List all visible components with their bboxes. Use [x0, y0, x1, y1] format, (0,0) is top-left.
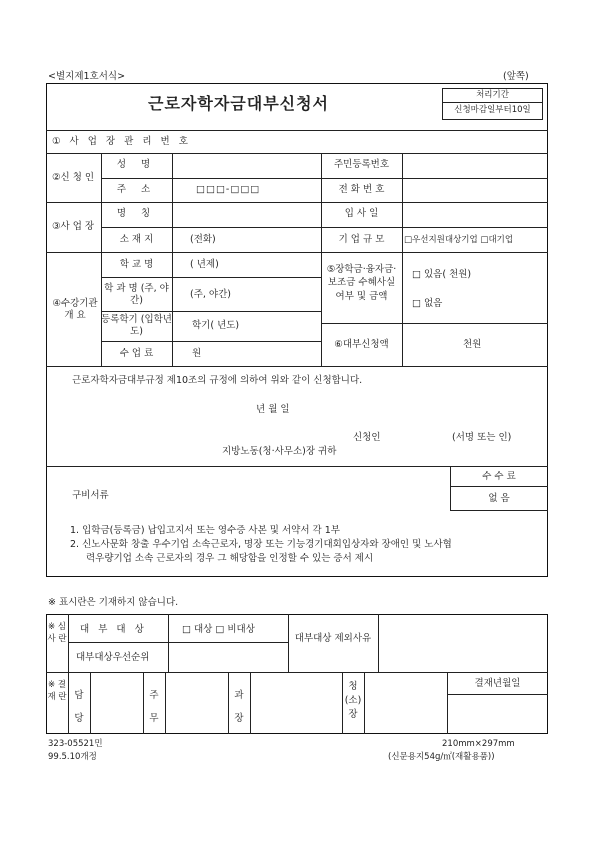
- company-size-options: □우선지원대상기업 □대기업: [404, 235, 514, 245]
- exclusion-reason-label: 대부대상 제외사유: [294, 633, 372, 644]
- signature-hint: (서명 또는 인): [452, 432, 512, 443]
- form-code: <별지제1호서식>: [48, 71, 126, 82]
- processing-period-label: 처리기간: [476, 90, 509, 100]
- applicant-section-label: ②신 청 인: [52, 172, 95, 183]
- fee-label: 수 수 료: [482, 471, 516, 482]
- resident-number-label: 주민등록번호: [333, 159, 390, 170]
- loan-target-label: 대 부 대 상: [80, 624, 147, 635]
- page-side-label: (앞쪽): [503, 71, 529, 82]
- approval-manager-label: 과 장: [234, 690, 244, 724]
- semester-label: 등록학기 (입학년도): [101, 314, 172, 338]
- approval-staff-label: 담 당: [74, 690, 84, 724]
- company-size-label: 기 업 규 모: [338, 234, 385, 245]
- fee-value: 없 음: [488, 493, 510, 504]
- form-number: 323-05521민: [48, 739, 103, 749]
- postal-code-boxes: □□□-□□□: [196, 184, 261, 195]
- day-night-hint: (주, 야간): [190, 289, 231, 300]
- school-name-label: 학 교 명: [119, 259, 154, 270]
- loan-amount-label: ⑥대부신청액: [334, 339, 389, 350]
- approval-chief-label: 주 무: [149, 690, 159, 724]
- approval-head-label: 청 (소) 장: [344, 681, 362, 720]
- name-label: 성 명: [116, 159, 157, 170]
- workplace-section-label: ③사 업 장: [52, 221, 95, 232]
- business-number-label: ① 사 업 장 관 리 번 호: [52, 136, 191, 147]
- document-item-2: 2. 신노사문화 창출 우수기업 소속근로자, 명장 또는 기능경기대회입상자와 장애인 및 노사협: [70, 539, 452, 550]
- document-item-2-cont: 력우량기업 소속 근로자의 경우 그 해당함을 인정할 수 있는 증서 제시: [86, 553, 374, 564]
- review-section-label: ※ 심 사 란: [47, 622, 67, 644]
- company-name-label: 명 칭: [116, 208, 157, 219]
- hire-date-label: 입 사 일: [344, 208, 379, 219]
- semester-year-hint: 학기( 년도): [192, 320, 240, 331]
- notice-text: ※ 표시란은 기재하지 않습니다.: [48, 597, 179, 608]
- paper-spec: (신문용지54g/㎡(재활용품)): [388, 752, 495, 762]
- documents-label: 구비서류: [72, 490, 109, 501]
- approval-section-label: ※ 결 재 란: [47, 680, 67, 702]
- scholarship-label: ⑤장학금·융자금·보조금 수혜사실 여부 및 금액: [326, 264, 397, 302]
- location-phone-hint: (전화): [190, 234, 216, 245]
- school-section-label: ④수강기관 개 요: [52, 298, 98, 322]
- applicant-sign-label: 신청인: [353, 432, 381, 443]
- addressee: 지방노동(청·사무소)장 귀하: [222, 446, 337, 457]
- document-item-1: 1. 입학금(등록금) 납입고지서 또는 영수증 사본 및 서약서 각 1부: [70, 525, 340, 536]
- tuition-unit: 원: [192, 348, 202, 359]
- revision-date: 99.5.10개정: [48, 752, 97, 762]
- processing-period-value: 신청마감일부터10일: [454, 105, 531, 115]
- department-label: 학 과 명 (주, 야간): [104, 283, 169, 307]
- tuition-label: 수 업 료: [119, 348, 154, 359]
- approval-date-label: 결재년월일: [474, 678, 521, 689]
- school-years-hint: ( 년제): [190, 259, 219, 270]
- location-label: 소 재 지: [119, 234, 154, 245]
- loan-amount-unit: 천원: [463, 339, 482, 350]
- address-label: 주 소: [116, 184, 157, 195]
- phone-label: 전 화 번 호: [338, 184, 385, 195]
- scholarship-no-option: □ 없음: [412, 298, 443, 309]
- declaration-text: 근로자학자금대부규정 제10조의 규정에 의하여 위와 같이 신청합니다.: [72, 375, 363, 386]
- declaration-date: 년 월 일: [256, 404, 290, 415]
- loan-priority-label: 대부대상우선순위: [76, 652, 150, 663]
- paper-size: 210mm×297mm: [442, 739, 515, 749]
- loan-target-options: □ 대상 □ 비대상: [182, 624, 255, 635]
- form-title: 근로자학자금대부신청서: [148, 94, 330, 113]
- scholarship-yes-option: □ 있음( 천원): [412, 269, 472, 280]
